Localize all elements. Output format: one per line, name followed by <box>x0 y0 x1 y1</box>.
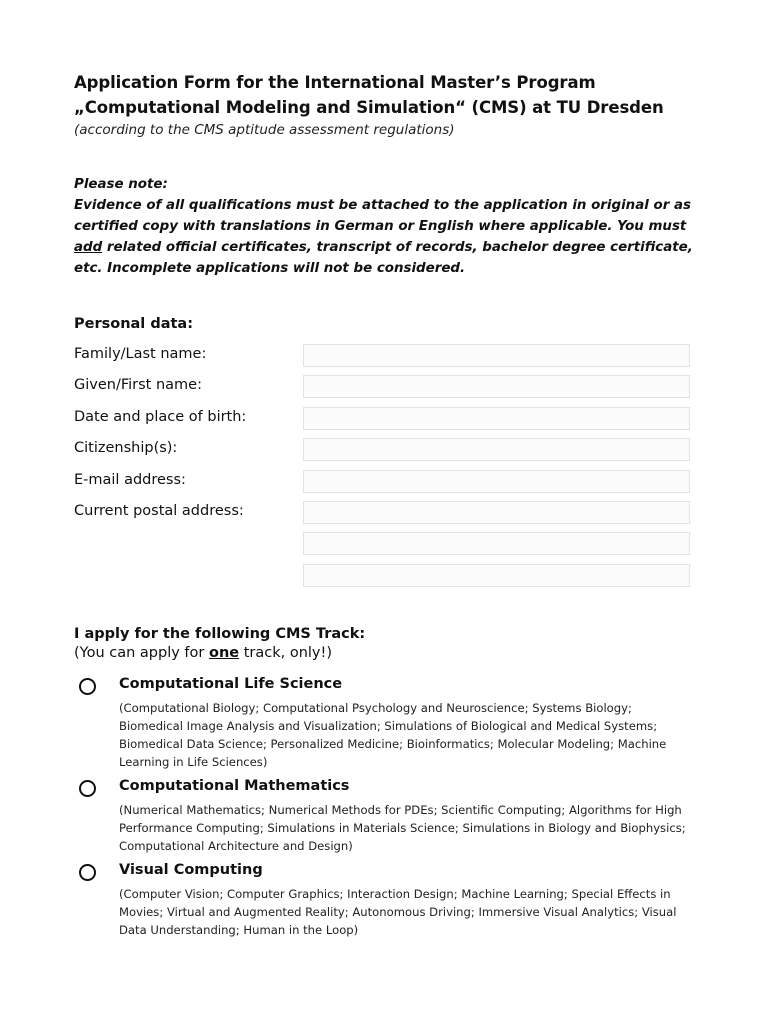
family-name-field[interactable] <box>303 344 690 367</box>
note-heading: Please note: <box>74 177 168 192</box>
family-name-row <box>74 344 694 370</box>
track-description: (Computer Vision; Computer Graphics; Interaction Design; Machine Learning; Special Effects in Movies; Virtual and Augmented Reality; Autonomous Driving; Immersive Visual Analytics; Visual Data Understanding; Human in the Loop) <box>119 887 677 937</box>
tracks-sub-emphasis: one <box>208 645 240 661</box>
postal-address-field-3[interactable] <box>303 564 690 587</box>
radio-visual-computing[interactable] <box>79 864 96 881</box>
postal-address-label: Current postal address: <box>74 503 244 519</box>
radio-mathematics[interactable] <box>79 780 96 797</box>
note-text-part2: related official certificates, transcript of records, bachelor degree certificate, etc. Incomplete applications will not be considered. <box>74 240 693 276</box>
citizenship-label: Citizenship(s): <box>74 440 178 456</box>
note-block <box>74 174 694 279</box>
track-description: (Numerical Mathematics; Numerical Methods for PDEs; Scientific Computing; Algorithms for High Performance Computing; Simulations in Materials Science; Simulations in Biology and Biophysics; Computational Architecture and Design) <box>119 803 686 853</box>
note-text-part1: Evidence of all qualifications must be attached to the application in original or as certified copy with translations in German or English where applicable. You must <box>74 198 691 234</box>
tracks-section <box>74 626 694 937</box>
citizenship-field[interactable] <box>303 438 690 461</box>
radio-life-science[interactable] <box>79 678 96 695</box>
birth-label: Date and place of birth: <box>74 409 247 425</box>
email-field[interactable] <box>303 470 690 493</box>
tracks-subheading <box>74 645 694 661</box>
track-name: Computational Life Science <box>119 676 343 692</box>
personal-data-section <box>74 316 694 519</box>
postal-address-field-1[interactable] <box>303 501 690 524</box>
track-name: Computational Mathematics <box>119 778 350 794</box>
postal-address-field-2[interactable] <box>303 532 690 555</box>
tracks-sub-after: track, only!) <box>239 645 332 661</box>
given-name-field[interactable] <box>303 375 690 398</box>
form-page <box>74 70 694 937</box>
email-label: E-mail address: <box>74 472 186 488</box>
family-name-label: Family/Last name: <box>74 346 207 362</box>
tracks-sub-before: (You can apply for <box>74 645 209 661</box>
citizenship-row <box>74 438 694 464</box>
given-name-label: Given/First name: <box>74 377 202 393</box>
note-text <box>74 195 694 279</box>
personal-data-heading: Personal data: <box>74 316 194 332</box>
email-row <box>74 470 694 496</box>
birth-field[interactable] <box>303 407 690 430</box>
track-name: Visual Computing <box>119 862 263 878</box>
title-line-1: Application Form for the International Master’s Program <box>74 73 596 92</box>
tracks-heading: I apply for the following CMS Track: <box>74 626 366 642</box>
track-description: (Computational Biology; Computational Psychology and Neuroscience; Systems Biology; Biomedical Image Analysis and Visualization; Simulations of Biological and Medical Systems; Biomedical Data Science; Personalized Medicine; Bioinformatics; Molecular Modeling; Machine Learning in Life Sciences) <box>119 701 667 769</box>
given-name-row <box>74 375 694 401</box>
note-emphasis: add <box>74 240 103 255</box>
subtitle: (according to the CMS aptitude assessment regulations) <box>74 122 455 138</box>
postal-address-row <box>74 501 694 527</box>
title-line-2: „Computational Modeling and Simulation“ (CMS) at TU Dresden <box>74 98 664 117</box>
birth-row <box>74 407 694 433</box>
